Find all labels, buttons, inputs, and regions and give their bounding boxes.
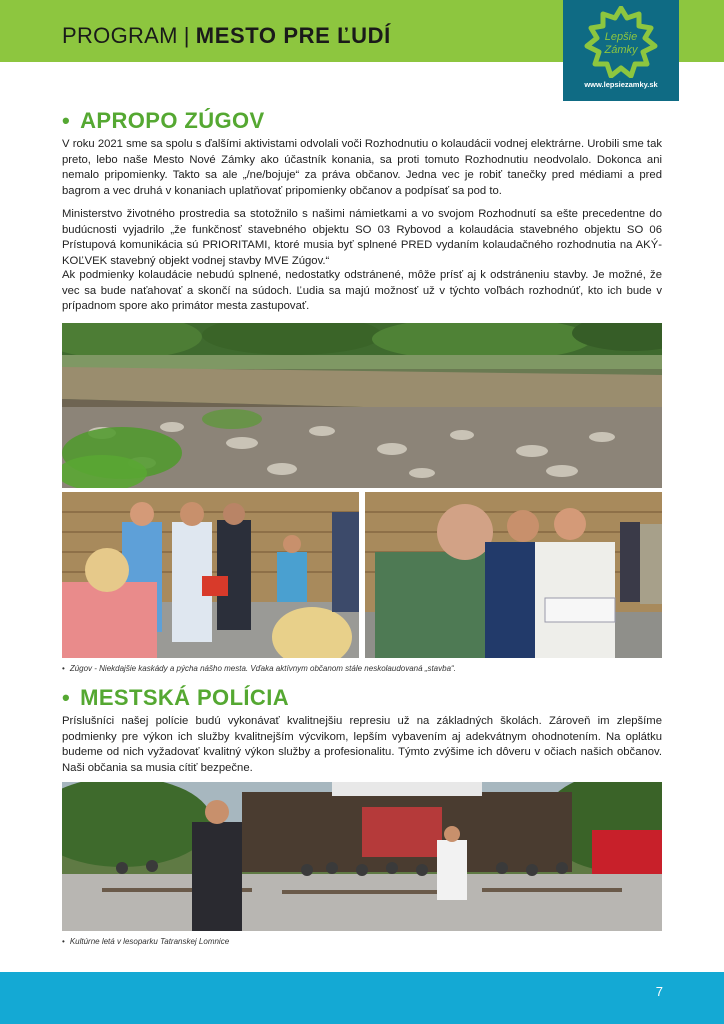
photo-caption	[62, 937, 229, 946]
section-bullet: •	[62, 108, 71, 133]
page-header-title	[62, 23, 391, 49]
photo-meeting-documents	[365, 492, 662, 658]
logo-mark	[583, 6, 659, 78]
caption-bullet: •	[62, 664, 65, 673]
logo-url[interactable]: www.lepsiezamky.sk	[584, 80, 658, 89]
photo-caption	[62, 664, 456, 673]
section-title-text: MESTSKÁ POLÍCIA	[80, 685, 290, 710]
photo-weir-cascades	[62, 323, 662, 488]
header-title-bold: MESTO PRE ĽUDÍ	[195, 23, 391, 48]
caption-bullet: •	[62, 937, 65, 946]
logo-text-line1: Lepšie	[604, 31, 638, 43]
section-title-mestska-policia	[62, 685, 289, 711]
caption-text: Kultúrne letá v lesoparku Tatranskej Lomnice	[69, 937, 230, 946]
paragraph: Ak podmienky kolaudácie nebudú splnené, nedostatky odstránené, môže prísť aj k odstráneniu stavby. Je možné, že vec sa bude naťahovať a skončí na súdoch. Ľudia sa majú možnosť už v týchto voľbách rozhodnúť, kto ich bude v prípadnom spore ako primátor mesta zastupovať.	[62, 269, 662, 313]
section-bullet: •	[62, 685, 71, 710]
logo-box[interactable]	[563, 0, 679, 101]
paragraph: Príslušníci našej polície budú vykonávať kvalitnejšiu represiu už na základných školách. Zároveň im zlepšíme podmienky pre výkon ich služby kvalitnejším výcvikom, lepším vybavením aj adekvátnym ohodnotením. Na oplátku budeme od nich vyžadovať kvalitný výkon služby a profesionalitu. Týmto zvýšime ich dôveru v očiach našich občanov. Naši občania sa musia cítiť bezpečne.	[62, 715, 662, 774]
header-separator: |	[183, 23, 190, 48]
section-title-zugov	[62, 108, 265, 134]
caption-text: Zúgov - Niekdajšie kaskády a pýcha nášho mesta. Vďaka aktívnym občanom stále neskolaudovaná „stavba“.	[69, 664, 456, 673]
logo-text-line2: Zámky	[604, 44, 638, 56]
paragraph: V roku 2021 sme sa spolu s ďalšími aktivistami odvolali voči Rozhodnutiu o kolaudácii vodnej elektrárne. Urobili sme tak preto, lebo naše Mesto Nové Zámky ako účastník konania, sa proti tomuto Rozhodnutiu neodvolalo. Dokonca ani nemalo pripomienky. Takto sa ale „/ne/bojuje“ za práva občanov. Jedna vec je robiť tanečky pred médiami a pred bagrom a vec druhá v konaniach uplatňovať pripomienky občanov a podpísať sa pod to.	[62, 138, 662, 197]
photo-meeting-group	[62, 492, 359, 658]
header-title-program: PROGRAM	[62, 23, 178, 48]
section-title-text: APROPO ZÚGOV	[80, 108, 265, 133]
footer-bar	[0, 972, 724, 1024]
photo-outdoor-theatre	[62, 782, 662, 931]
paragraph: Ministerstvo životného prostredia sa stotožnilo s našimi námietkami a vo svojom Rozhodnutí sa ešte precedentne do budúcnosti vyjadrilo „že funkčnosť stavebného objektu SO 03 Rybovod a kolaudácia stavebného objektu SO 06 Prístupová komunikácia sú PRIORITAMI, ktoré musia byť splnené PRED vydaním kolaudačného rozhodnutia na AKÝ-KOĽVEK stavebný objekt vodnej stavby MVE Zúgov.“	[62, 208, 662, 267]
page-number: 7	[655, 984, 663, 999]
